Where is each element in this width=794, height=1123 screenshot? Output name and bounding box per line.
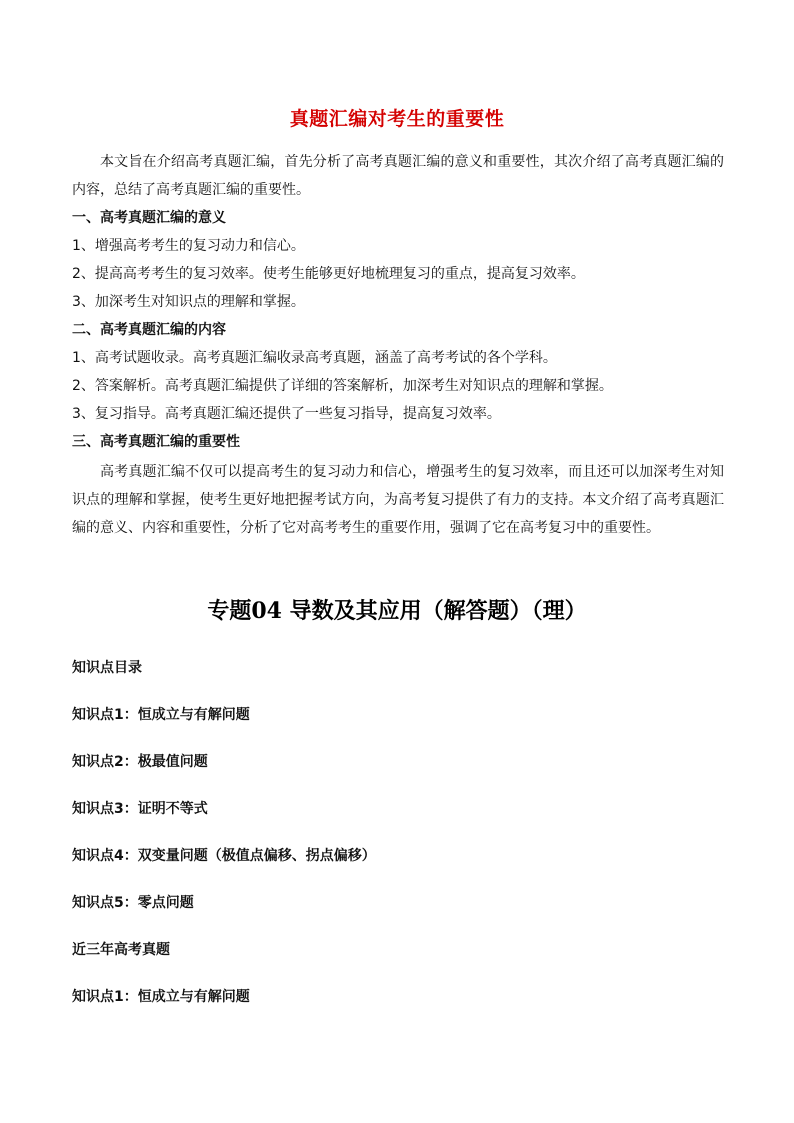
toc-item-2: 知识点2：极最值问题 bbox=[72, 754, 208, 770]
section3-paragraph: 高考真题汇编不仅可以提高考生的复习动力和信心，增强考生的复习效率，而且还可以加深考生对知识点的理解和掌握，使考生更好地把握考试方向，为高考复习提供了有力的支持。本文介绍了高考真题汇编的意义、内容和重要性，分析了它对高考考生的重要作用，强调了它在高考复习中的重要性。 bbox=[72, 464, 724, 536]
section3-heading: 三、高考真题汇编的重要性 bbox=[72, 434, 240, 450]
intro-paragraph: 本文旨在介绍高考真题汇编，首先分析了高考真题汇编的意义和重要性，其次介绍了高考真题汇编的内容，总结了高考真题汇编的重要性。 bbox=[72, 154, 724, 198]
section2-item-1: 1、高考试题收录。高考真题汇编收录高考真题，涵盖了高考考试的各个学科。 bbox=[72, 350, 557, 366]
toc-item-5: 知识点5：零点问题 bbox=[72, 895, 194, 911]
article-title: 真题汇编对考生的重要性 bbox=[289, 108, 505, 130]
section1-item-1: 1、增强高考考生的复习动力和信心。 bbox=[72, 238, 305, 254]
section1-item-3: 3、加深考生对知识点的理解和掌握。 bbox=[72, 294, 305, 310]
toc-heading: 知识点目录 bbox=[72, 660, 142, 676]
section1-heading: 一、高考真题汇编的意义 bbox=[72, 210, 226, 226]
toc-item-1: 知识点1：恒成立与有解问题 bbox=[72, 707, 250, 723]
toc-item-4: 知识点4：双变量问题（极值点偏移、拐点偏移） bbox=[72, 848, 376, 864]
section2-item-3: 3、复习指导。高考真题汇编还提供了一些复习指导，提高复习效率。 bbox=[72, 406, 501, 422]
recent-first-item: 知识点1：恒成立与有解问题 bbox=[72, 989, 250, 1005]
recent-exams-heading: 近三年高考真题 bbox=[72, 942, 170, 958]
topic-title: 专题04 导数及其应用（解答题）（理） bbox=[207, 598, 587, 624]
section1-item-2: 2、提高高考考生的复习效率。使考生能够更好地梳理复习的重点，提高复习效率。 bbox=[72, 266, 585, 282]
section2-item-2: 2、答案解析。高考真题汇编提供了详细的答案解析，加深考生对知识点的理解和掌握。 bbox=[72, 378, 613, 394]
toc-item-3: 知识点3：证明不等式 bbox=[72, 801, 208, 817]
section2-heading: 二、高考真题汇编的内容 bbox=[72, 322, 226, 338]
